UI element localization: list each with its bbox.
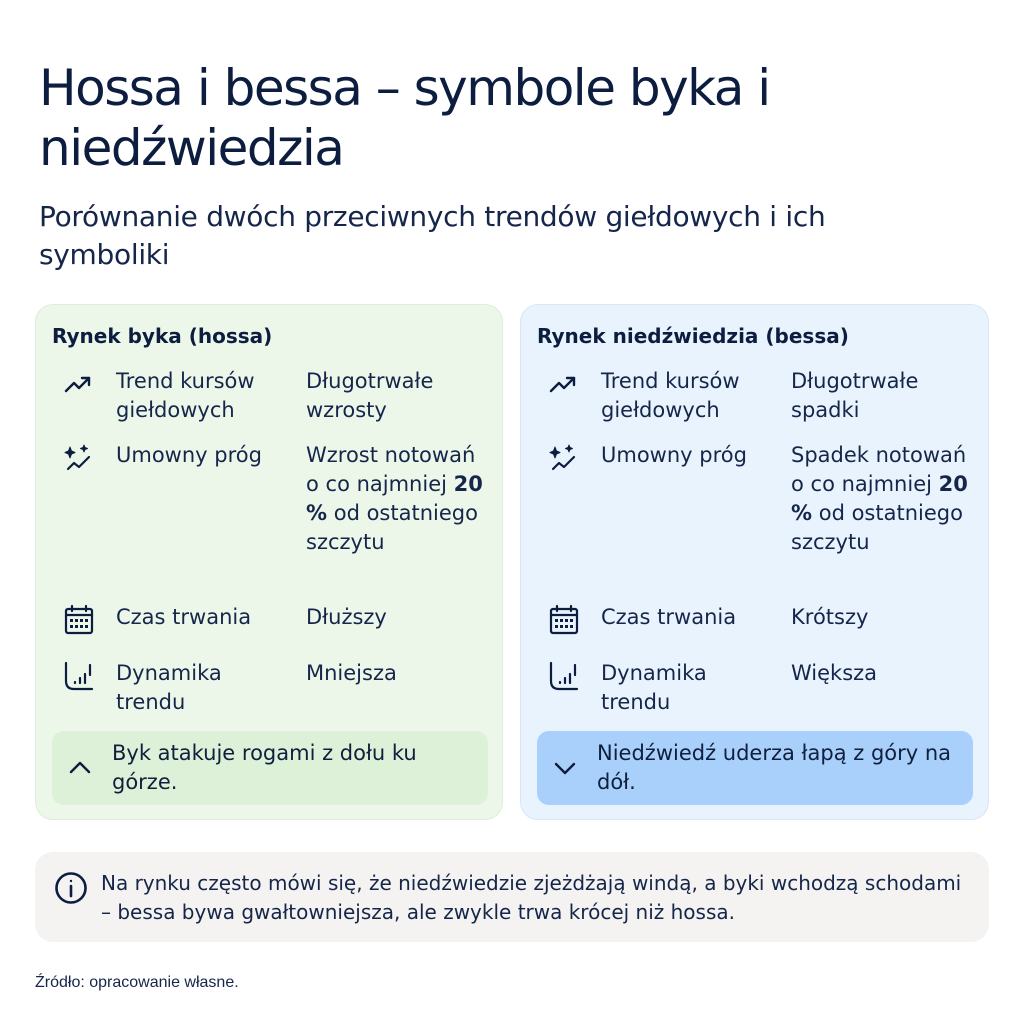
sparkle-trend-icon <box>547 441 581 475</box>
value-text: od ostatniego szczytu <box>306 501 478 554</box>
row-value: Krótszy <box>791 605 869 629</box>
note-text: Byk atakuje rogami z dołu ku górze. <box>112 741 417 794</box>
value-text: Spadek notowań o co najmniej <box>791 443 967 496</box>
row-label: Umowny próg <box>116 443 262 467</box>
trend-up-icon <box>62 367 96 401</box>
sparkle-trend-icon <box>62 441 96 475</box>
bear-card-heading: Rynek niedźwiedzia (bessa) <box>537 324 849 348</box>
row-label: Dynamika trendu <box>116 661 222 714</box>
row-value: Większa <box>791 661 878 685</box>
row-value <box>791 441 971 557</box>
row-value: Długotrwałe wzrosty <box>306 369 434 422</box>
row-value: Mniejsza <box>306 661 397 685</box>
source-note: Źródło: opracowanie własne. <box>35 974 239 991</box>
chevron-down-icon <box>551 754 579 782</box>
bull-card-heading: Rynek byka (hossa) <box>52 324 273 348</box>
row-label: Umowny próg <box>601 443 747 467</box>
bull-note <box>52 731 488 805</box>
calendar-icon <box>62 603 96 637</box>
row-label: Dynamika trendu <box>601 661 707 714</box>
chart-dots-icon <box>547 659 581 693</box>
info-box <box>35 852 989 942</box>
row-value <box>306 441 486 557</box>
bear-market-card <box>520 304 989 820</box>
chart-dots-icon <box>62 659 96 693</box>
bear-note <box>537 731 973 805</box>
value-text: Wzrost notowań o co najmniej <box>306 443 476 496</box>
chevron-up-icon <box>66 754 94 782</box>
calendar-icon <box>547 603 581 637</box>
info-icon <box>54 871 88 905</box>
note-text: Niedźwiedź uderza łapą z góry na dół. <box>597 741 952 794</box>
row-label: Trend kursów giełdowych <box>116 369 255 422</box>
value-text: od ostatniego szczytu <box>791 501 963 554</box>
threshold-percent: 20 % <box>791 472 968 525</box>
info-text: Na rynku często mówi się, że niedźwiedzie zjeżdżają windą, a byki wchodzą schodami – bessa bywa gwałtowniejsza, ale zwykle trwa krócej niż hossa. <box>101 871 962 924</box>
row-label: Czas trwania <box>116 605 252 629</box>
row-value: Dłuższy <box>306 605 387 629</box>
row-label: Trend kursów giełdowych <box>601 369 740 422</box>
trend-up-icon <box>547 367 581 401</box>
row-value: Długotrwałe spadki <box>791 369 919 422</box>
page-subtitle: Porównanie dwóch przeciwnych trendów giełdowych i ich symboliki <box>39 200 826 271</box>
bull-market-card <box>35 304 503 820</box>
row-label: Czas trwania <box>601 605 737 629</box>
threshold-percent: 20 % <box>306 472 483 525</box>
page-title: Hossa i bessa – symbole byka i niedźwiedzia <box>39 59 770 177</box>
